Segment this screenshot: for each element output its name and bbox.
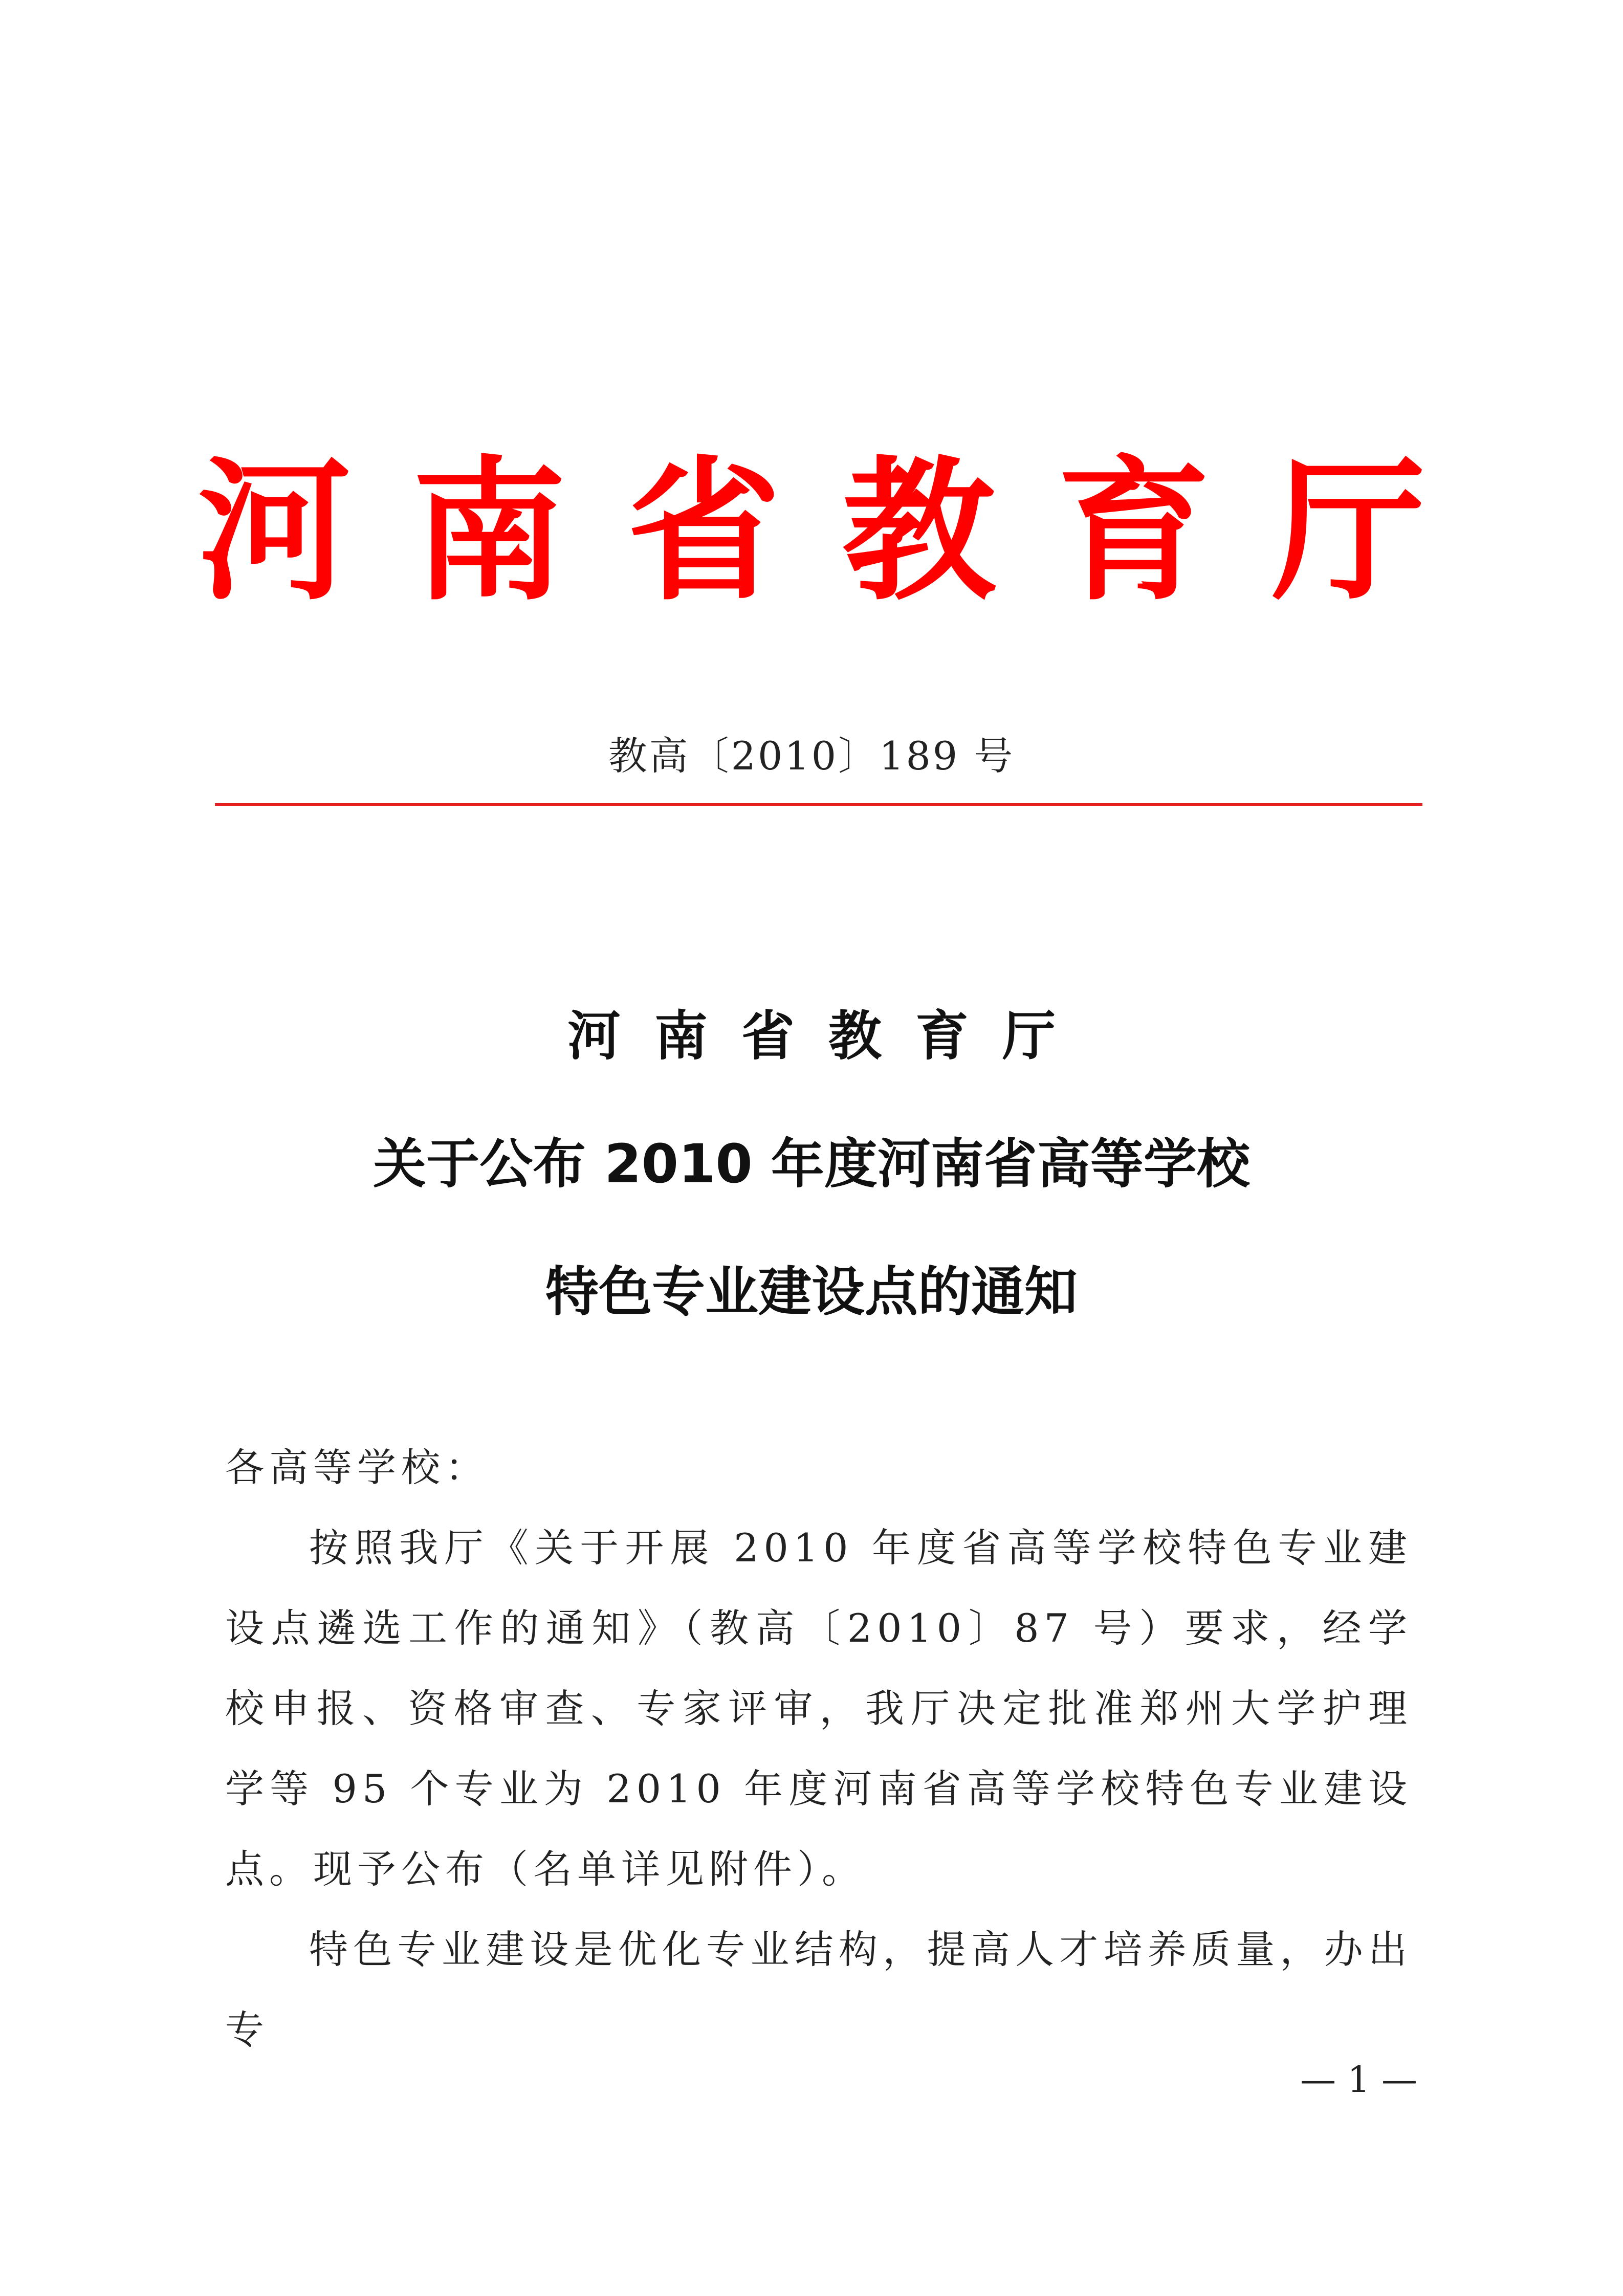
body-paragraph-2: 特色专业建设是优化专业结构，提高人才培养质量，办出专 xyxy=(225,1927,1412,2052)
notice-title xyxy=(0,972,1623,1356)
title-line-2: 关于公布 2010 年度河南省高等学校 xyxy=(373,1133,1250,1195)
body-paragraph-1: 按照我厅《关于开展 2010 年度省高等学校特色专业建设点遴选工作的通知》（教高〔2010〕87 号）要求，经学校申报、资格审查、专家评审，我厅决定批准郑州大学护理学等 95 个专业为 2010 年度河南省高等学校特色专业建设点。现予公布（名单详见附件）。 xyxy=(225,1525,1412,1892)
red-divider-line xyxy=(215,803,1422,806)
salutation: 各高等学校： xyxy=(225,1445,489,1490)
document-number: 教高〔2010〕189 号 xyxy=(608,733,1015,779)
title-issuer: 河南省教育厅 xyxy=(567,1005,1089,1067)
page-number: — 1 — xyxy=(1300,2059,1417,2101)
notice-body xyxy=(225,1427,1412,2070)
title-line-3: 特色专业建设点的通知 xyxy=(545,1261,1078,1323)
masthead-title: 河南省教育厅 xyxy=(198,443,1487,621)
